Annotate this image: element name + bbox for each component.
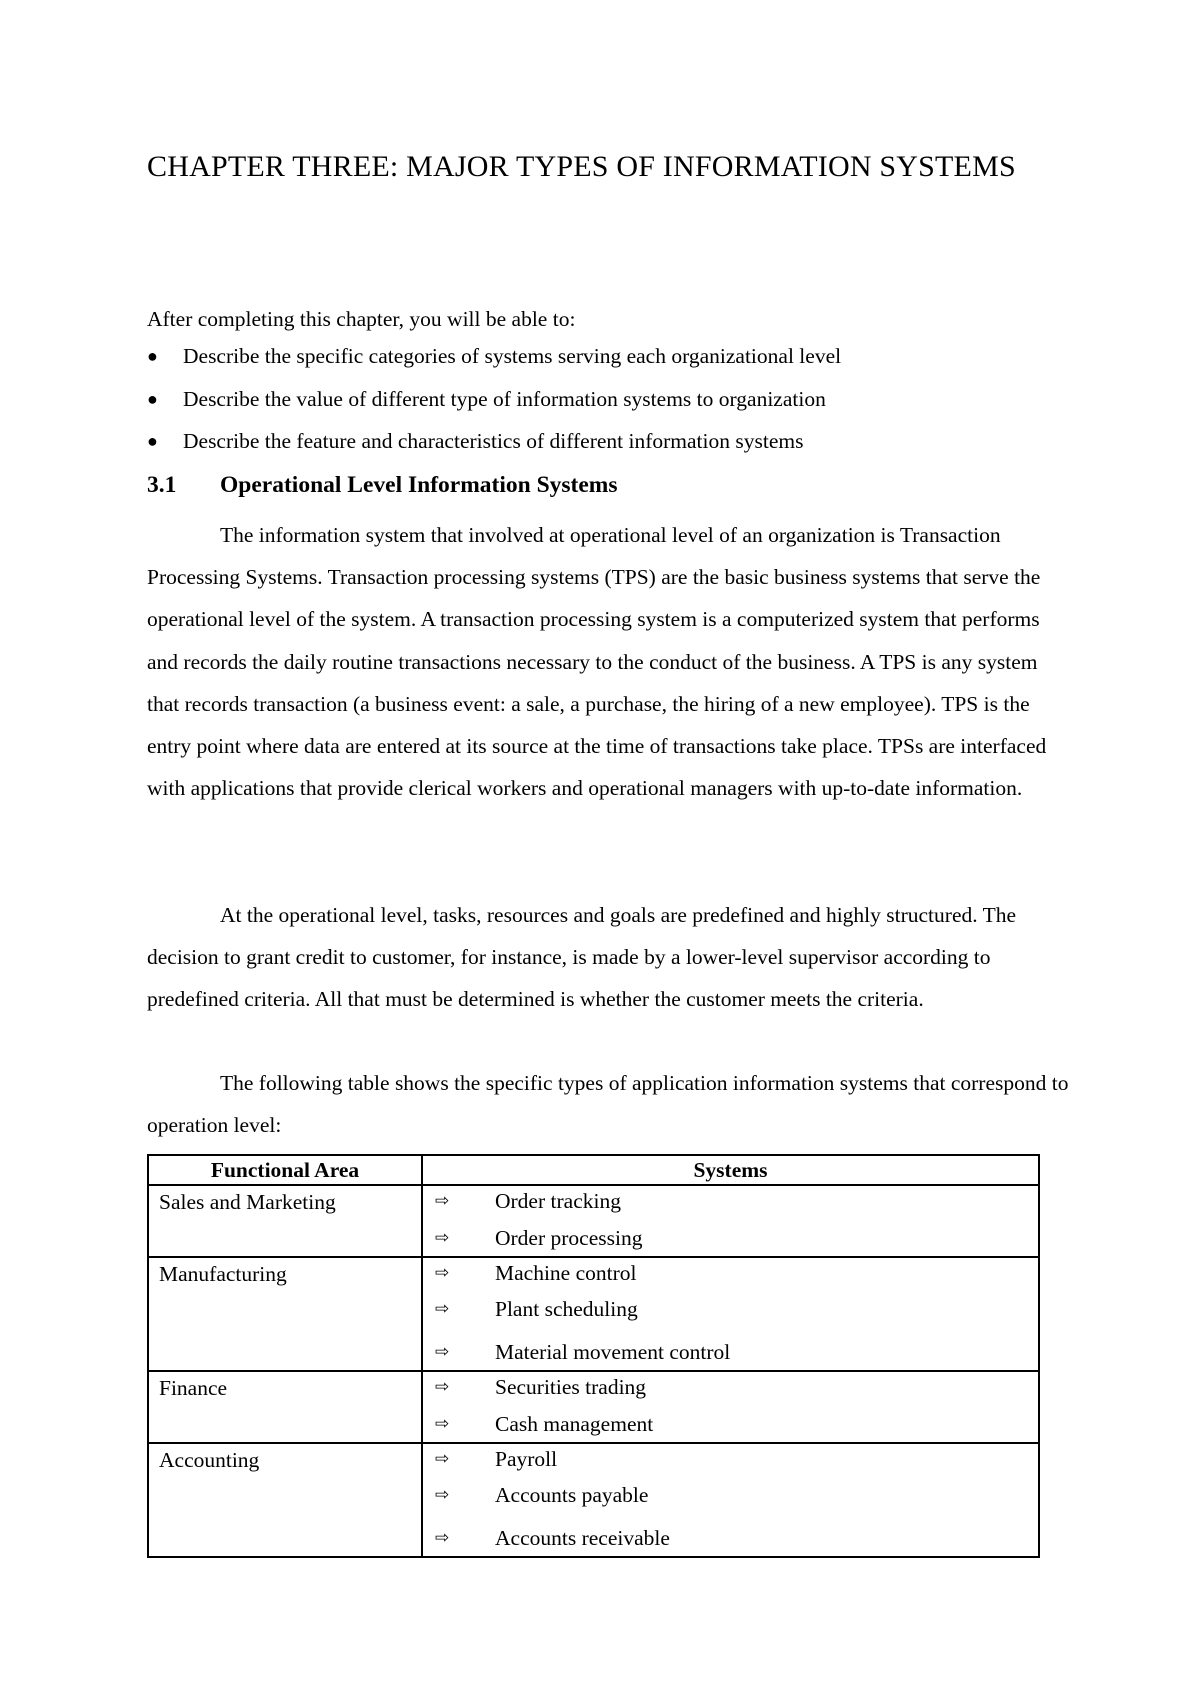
right-arrow-icon: ⇨ <box>435 1414 450 1434</box>
chapter-title: CHAPTER THREE: MAJOR TYPES OF INFORMATION SYSTEMS <box>147 150 1016 183</box>
systems-table <box>147 1154 1040 1558</box>
bullet-dot-icon: ● <box>147 346 158 366</box>
system-item: ⇨ Order tracking <box>435 1186 1038 1216</box>
header-functional-area: Functional Area <box>148 1155 422 1185</box>
right-arrow-icon: ⇨ <box>435 1299 450 1319</box>
system-item: ⇨ Accounts receivable <box>435 1516 1038 1556</box>
paragraph-table-intro: The following table shows the specific types of application information systems that correspond to operation level: <box>147 1071 1069 1138</box>
right-arrow-icon: ⇨ <box>435 1449 450 1469</box>
header-systems: Systems <box>422 1155 1039 1185</box>
table-header-row <box>148 1155 1039 1185</box>
objectives-list <box>147 335 841 463</box>
functional-area-cell: Manufacturing <box>148 1257 422 1371</box>
system-item: ⇨ Order processing <box>435 1216 1038 1256</box>
table-row <box>148 1371 1039 1443</box>
systems-cell <box>422 1443 1039 1557</box>
paragraph-operational-level: At the operational level, tasks, resources and goals are predefined and highly structured. The decision to grant credit to customer, for instance, is made by a lower-level supervisor according to predefined criteria. All that must be determined is whether the customer meets the criteria. <box>147 903 1017 1012</box>
list-item: ● Describe the specific categories of systems serving each organizational level <box>147 335 841 378</box>
system-item: ⇨ Cash management <box>435 1402 1038 1442</box>
list-item: ● Describe the value of different type of information systems to organization <box>147 378 841 421</box>
intro-text: After completing this chapter, you will be able to: <box>147 307 576 331</box>
bullet-dot-icon: ● <box>147 388 158 409</box>
section-heading <box>147 469 618 501</box>
systems-cell <box>422 1371 1039 1443</box>
system-item: ⇨ Material movement control <box>435 1330 1038 1370</box>
section-title: Operational Level Information Systems <box>220 472 618 498</box>
right-arrow-icon: ⇨ <box>435 1485 450 1505</box>
systems-cell <box>422 1185 1039 1257</box>
table-row <box>148 1185 1039 1257</box>
right-arrow-icon: ⇨ <box>435 1342 450 1362</box>
system-item: ⇨ Securities trading <box>435 1372 1038 1402</box>
functional-area-cell: Finance <box>148 1371 422 1443</box>
right-arrow-icon: ⇨ <box>435 1191 450 1211</box>
right-arrow-icon: ⇨ <box>435 1528 450 1548</box>
functional-area-cell: Sales and Marketing <box>148 1185 422 1257</box>
table-row <box>148 1443 1039 1557</box>
functional-area-cell: Accounting <box>148 1443 422 1557</box>
right-arrow-icon: ⇨ <box>435 1377 450 1397</box>
system-item: ⇨ Machine control <box>435 1258 1038 1288</box>
bullet-dot-icon: ● <box>147 431 158 451</box>
system-item: ⇨ Payroll <box>435 1444 1038 1474</box>
system-item: ⇨ Accounts payable <box>435 1474 1038 1516</box>
list-item: ● Describe the feature and characteristics of different information systems <box>147 420 841 463</box>
table-row <box>148 1257 1039 1371</box>
section-number: 3.1 <box>147 472 177 498</box>
paragraph-tps: The information system that involved at operational level of an organization is Transaction Processing Systems. Transaction processing systems (TPS) are the basic business systems that serve the operational level of the system. A transaction processing system is a computerized system that performs and records the daily routine transactions necessary to the conduct of the business. A TPS is any system that records transaction (a business event: a sale, a purchase, the hiring of a new employee). TPS is the entry point where data are entered at its source at the time of transactions take place. TPSs are interfaced with applications that provide clerical workers and operational managers with up-to-date information. <box>147 523 1047 801</box>
right-arrow-icon: ⇨ <box>435 1263 450 1283</box>
system-item: ⇨ Plant scheduling <box>435 1288 1038 1330</box>
systems-cell <box>422 1257 1039 1371</box>
right-arrow-icon: ⇨ <box>435 1228 450 1248</box>
